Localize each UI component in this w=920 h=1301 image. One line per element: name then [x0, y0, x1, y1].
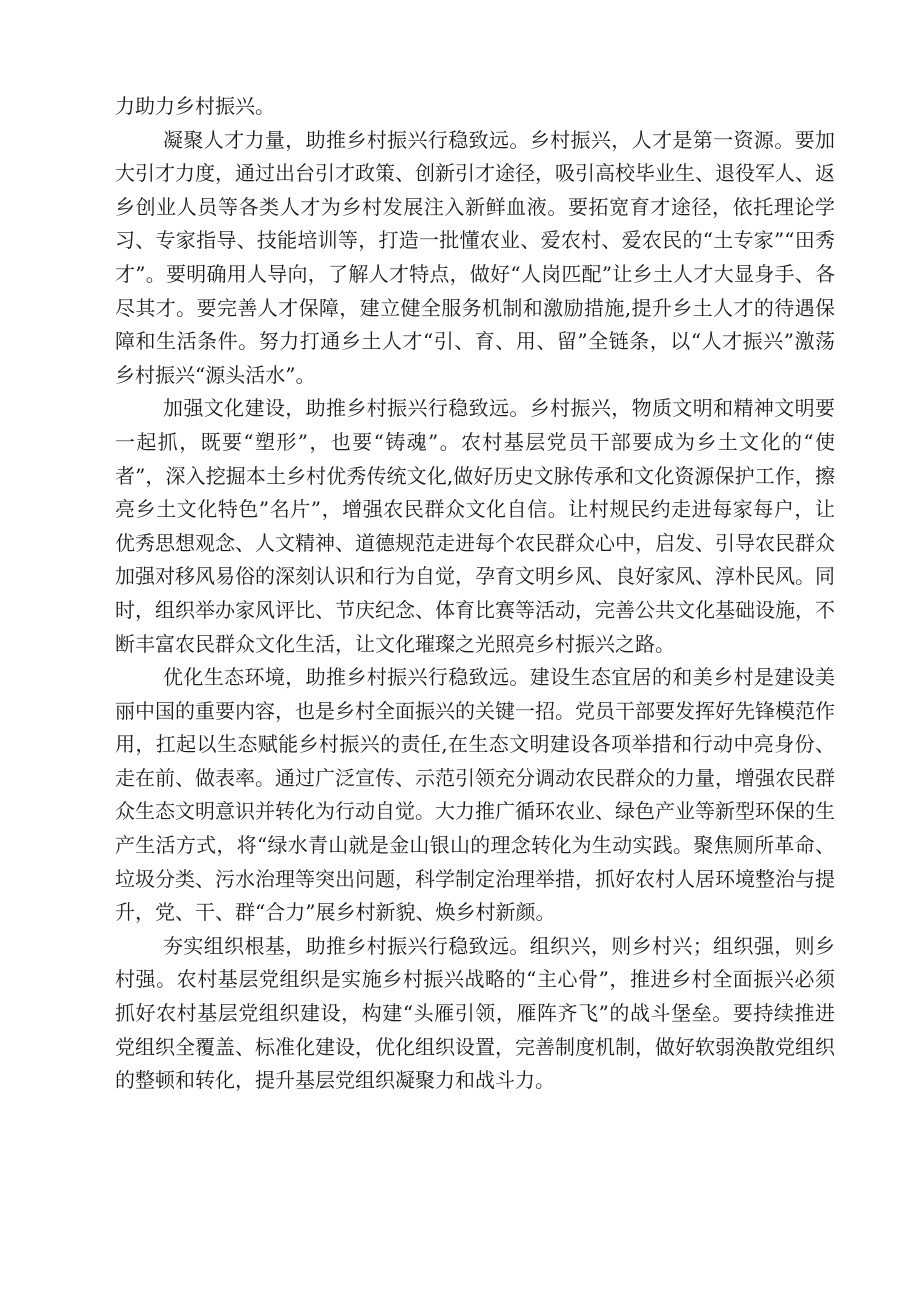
- paragraph-talent: 凝聚人才力量，助推乡村振兴行稳致远。乡村振兴，人才是第一资源。要加大引才力度，通过出台引才政策、创新引才途径，吸引高校毕业生、退役军人、返乡创业人员等各类人才为乡村发展注入新鲜血液。要拓宽育才途径，依托理论学习、专家指导、技能培训等，打造一批懂农业、爱农村、爱农民的“土专家”“田秀才”。要明确用人导向，了解人才特点，做好“人岗匹配”让乡土人才大显身手、各尽其才。要完善人才保障，建立健全服务机制和激励措施,提升乡土人才的待遇保障和生活条件。努力打通乡土人才“引、育、用、留”全链条，以“人才振兴”激荡乡村振兴“源头活水”。: [115, 127, 835, 387]
- paragraph-organization: 夯实组织根基，助推乡村振兴行稳致远。组织兴，则乡村兴；组织强，则乡村强。农村基层党组织是实施乡村振兴战略的“主心骨”，推进乡村全面振兴必须抓好农村基层党组织建设，构建“头雁引领，雁阵齐飞”的战斗堡垒。要持续推进党组织全覆盖、标准化建设，优化组织设置，完善制度机制，做好软弱涣散党组织的整顿和转化，提升基层党组织凝聚力和战斗力。: [115, 933, 835, 1093]
- paragraph-culture: 加强文化建设，助推乡村振兴行稳致远。乡村振兴，物质文明和精神文明要一起抓，既要“塑形”，也要“铸魂”。农村基层党员干部要成为乡土文化的“使者”，深入挖掘本土乡村优秀传统文化,做好历史文脉传承和文化资源保护工作，擦亮乡土文化特色”名片”，增强农民群众文化自信。让村规民约走进每家每户，让优秀思想观念、人文精神、道德规范走进每个农民群众心中，启发、引导农民群众加强对移风易俗的深刻认识和行为自觉，孕育文明乡风、良好家风、淳朴民风。同时，组织举办家风评比、节庆纪念、体育比赛等活动，完善公共文化基础设施，不断丰富农民群众文化生活，让文化璀璨之光照亮乡村振兴之路。: [115, 396, 835, 656]
- document-body: [115, 90, 835, 1098]
- paragraph-continuation: 力助力乡村振兴。: [115, 94, 275, 118]
- paragraph-ecology: 优化生态环境，助推乡村振兴行稳致远。建设生态宜居的和美乡村是建设美丽中国的重要内容，也是乡村全面振兴的关键一招。党员干部要发挥好先锋模范作用，扛起以生态赋能乡村振兴的责任,在生态文明建设各项举措和行动中亮身份、走在前、做表率。通过广泛宣传、示范引领充分调动农民群众的力量，增强农民群众生态文明意识并转化为行动自觉。大力推广循环农业、绿色产业等新型环保的生产生活方式，将“绿水青山就是金山银山的理念转化为生动实践。聚焦厕所革命、垃圾分类、污水治理等突出问题，科学制定治理举措，抓好农村人居环境整治与提升，党、干、群“合力”展乡村新貌、焕乡村新颜。: [115, 665, 835, 925]
